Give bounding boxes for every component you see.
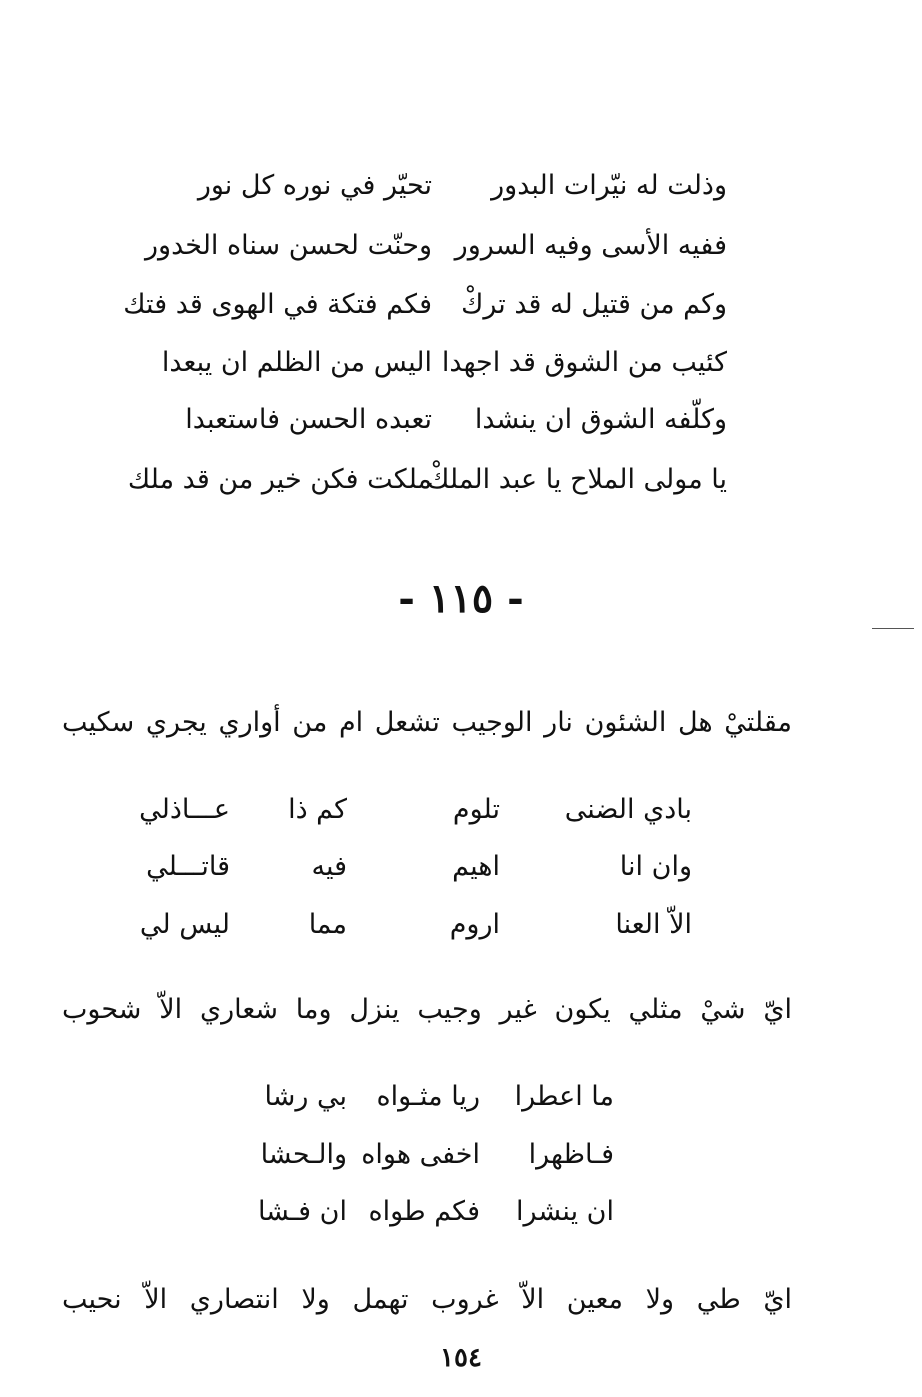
poem-line-right: ملكت فكن خير من قد ملك [127, 464, 432, 495]
stanza-cell: اخفى هواه [361, 1139, 480, 1170]
stanza-cell: اهيم [452, 851, 500, 882]
stanza-cell: كم ذا [288, 794, 347, 825]
poem-line-right: تحيّر في نوره كل نور [197, 170, 432, 201]
stanza-cell: بي رشا [264, 1081, 347, 1112]
refrain-line: مقلتيْ هل الشئون نار الوجيب تشعل ام من أواري يجري سكيب [62, 707, 792, 738]
stanza-cell: والـحشا [260, 1139, 347, 1170]
poem-line-left: يا مولى الملاح يا عبد الملكْ [427, 464, 727, 495]
stanza-cell: فـاظهرا [528, 1139, 614, 1170]
stanza-cell: مما [308, 909, 347, 940]
stanza-cell: فكم طواه [368, 1196, 480, 1227]
stanza-cell: ما اعطرا [514, 1081, 614, 1112]
poem-line-left: وذلت له نيّرات البدور [491, 170, 727, 201]
poem-line-left: وكم من قتيل له قد تركْ [461, 289, 727, 320]
stanza-cell: تلوم [452, 794, 500, 825]
stanza-cell: الاّ العنا [615, 909, 692, 940]
stanza-cell: بادي الضنى [564, 794, 692, 825]
stanza-cell: ان ينشرا [515, 1196, 614, 1227]
poem-line-left: ففيه الأسى وفيه السرور [454, 230, 727, 261]
refrain-line: ايّ طي ولا معين الاّ غروب تهمل ولا انتصاري الاّ نحيب [62, 1284, 792, 1315]
stanza-cell: ليس لي [139, 909, 230, 940]
stanza-cell: ان فـشا [257, 1196, 347, 1227]
stanza-cell: وان انا [619, 851, 692, 882]
stanza-cell: قاتـــلي [146, 851, 230, 882]
margin-rule [872, 628, 914, 629]
page-number: ١٥٤ [440, 1343, 482, 1373]
poem-line-right: تعبده الحسن فاستعبدا [185, 404, 432, 435]
poem-line-right: وحنّت لحسن سناه الخدور [145, 230, 432, 261]
poem-line-right: اليس من الظلم ان يبعدا [161, 347, 432, 378]
section-number: - ١١٥ - [398, 575, 524, 622]
refrain-line: ايّ شيْ مثلي يكون غير وجيب ينزل وما شعاري الاّ شحوب [62, 994, 792, 1025]
poem-line-left: وكلّفه الشوق ان ينشدا [474, 404, 727, 435]
stanza-cell: ريا مثـواه [376, 1081, 480, 1112]
stanza-cell: فيه [311, 851, 347, 882]
stanza-cell: عـــاذلي [139, 794, 230, 825]
stanza-cell: اروم [449, 909, 500, 940]
poem-line-left: كئيب من الشوق قد اجهدا [441, 347, 727, 378]
poem-line-right: فكم فتكة في الهوى قد فتك [123, 289, 432, 320]
